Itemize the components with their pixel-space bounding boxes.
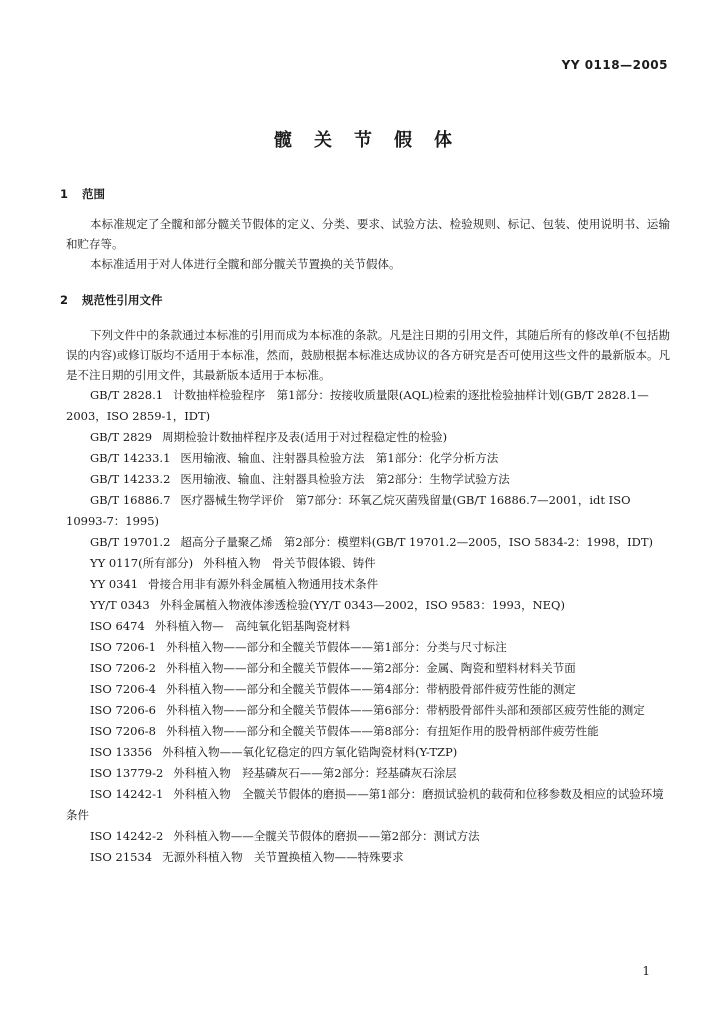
- reference-title: 无源外科植入物 关节置换植入物——特殊要求: [162, 850, 404, 864]
- reference-item: [66, 658, 670, 679]
- reference-title: 超高分子量聚乙烯 第2部分：模塑料(GB/T 19701.2—2005，ISO 5834-2：1998，IDT): [180, 535, 654, 549]
- reference-code: GB/T 14233.2: [90, 472, 171, 486]
- reference-title: 外科植入物——部分和全髋关节假体——第8部分：有扭矩作用的股骨柄部件疲劳性能: [165, 724, 599, 738]
- reference-item: [66, 700, 670, 721]
- reference-title: 外科植入物——全髋关节假体的磨损——第2部分：测试方法: [173, 829, 480, 843]
- reference-code: ISO 7206-8: [90, 724, 156, 738]
- reference-code: ISO 13779-2: [90, 766, 164, 780]
- reference-item: [66, 448, 670, 469]
- reference-item: [66, 637, 670, 658]
- reference-item: [66, 469, 670, 490]
- reference-item: [66, 679, 670, 700]
- reference-item: [66, 553, 670, 574]
- reference-title: 外科植入物 全髋关节假体的磨损——第1部分：磨损试验机的载荷和位移参数及相应的试验环境条件: [66, 787, 664, 822]
- normative-intro-paragraph: 下列文件中的条款通过本标准的引用而成为本标准的条款。凡是注日期的引用文件，其随后所有的修改单(不包括勘误的内容)或修订版均不适用于本标准，然而，鼓励根据本标准达成协议的各方研究是否可使用这些文件的最新版本。凡是不注日期的引用文件，其最新版本适用于本标准。: [66, 328, 670, 382]
- reference-title: 医用输液、输血、注射器具检验方法 第2部分：生物学试验方法: [180, 472, 510, 486]
- document-body: [60, 184, 670, 868]
- section-title: 范围: [82, 187, 106, 201]
- reference-code: ISO 7206-6: [90, 703, 156, 717]
- reference-item: [66, 847, 670, 868]
- reference-code: ISO 21534: [90, 850, 153, 864]
- section-number: 1: [60, 187, 69, 201]
- reference-title: 骨接合用非有源外科金属植入物通用技术条件: [148, 577, 379, 591]
- reference-code: ISO 7206-1: [90, 640, 156, 654]
- reference-code: YY 0117(所有部分): [90, 556, 194, 570]
- scope-paragraph: 本标准规定了全髋和部分髋关节假体的定义、分类、要求、试验方法、检验规则、标记、包装、使用说明书、运输和贮存等。: [66, 217, 670, 251]
- reference-item: [66, 385, 670, 427]
- section-number: 2: [60, 293, 69, 307]
- reference-item: [66, 826, 670, 847]
- reference-code: YY 0341: [90, 577, 139, 591]
- reference-title: 外科植入物——部分和全髋关节假体——第1部分：分类与尺寸标注: [165, 640, 507, 654]
- reference-title: 计数抽样检验程序 第1部分：按接收质量限(AQL)检索的逐批检验抽样计划(GB/T 2828.1—2003，ISO 2859-1，IDT): [66, 388, 649, 423]
- reference-code: GB/T 2829: [90, 430, 153, 444]
- reference-list: [66, 385, 670, 868]
- scope-paragraph: 本标准适用于对人体进行全髋和部分髋关节置换的关节假体。: [90, 257, 401, 271]
- reference-code: ISO 6474: [90, 619, 145, 633]
- reference-title: 外科植入物——氧化钇稳定的四方氧化锆陶瓷材料(Y-TZP): [162, 745, 458, 759]
- reference-item: [66, 532, 670, 553]
- reference-code: ISO 14242-1: [90, 787, 164, 801]
- reference-code: GB/T 2828.1: [90, 388, 164, 402]
- reference-code: GB/T 16886.7: [90, 493, 171, 507]
- reference-code: ISO 13356: [90, 745, 153, 759]
- reference-title: 周期检验计数抽样程序及表(适用于对过程稳定性的检验): [162, 430, 448, 444]
- reference-code: YY/T 0343: [90, 598, 150, 612]
- reference-title: 外科植入物— 高纯氧化铝基陶瓷材料: [154, 619, 351, 633]
- reference-title: 外科植入物——部分和全髋关节假体——第2部分：金属、陶瓷和塑料材料关节面: [165, 661, 576, 675]
- reference-title: 医疗器械生物学评价 第7部分：环氧乙烷灭菌残留量(GB/T 16886.7—2001，idt ISO 10993-7：1995): [66, 493, 631, 528]
- standard-number: YY 0118—2005: [561, 58, 668, 72]
- reference-item: [66, 574, 670, 595]
- reference-title: 外科植入物——部分和全髋关节假体——第4部分：带柄股骨部件疲劳性能的测定: [165, 682, 576, 696]
- reference-item: [66, 784, 670, 826]
- section-1-heading: [60, 184, 670, 204]
- reference-title: 医用输液、输血、注射器具检验方法 第1部分：化学分析方法: [180, 451, 499, 465]
- reference-code: GB/T 19701.2: [90, 535, 171, 549]
- reference-title: 外科植入物——部分和全髋关节假体——第6部分：带柄股骨部件头部和颈部区疲劳性能的测定: [165, 703, 645, 717]
- reference-item: [66, 595, 670, 616]
- reference-code: ISO 7206-4: [90, 682, 156, 696]
- document-title: 髋关节假体: [274, 130, 474, 151]
- reference-code: GB/T 14233.1: [90, 451, 171, 465]
- reference-item: [66, 721, 670, 742]
- reference-code: ISO 14242-2: [90, 829, 164, 843]
- reference-title: 外科植入物 骨关节假体锻、铸件: [203, 556, 376, 570]
- section-title: 规范性引用文件: [82, 293, 163, 307]
- reference-item: [66, 742, 670, 763]
- page-number: 1: [642, 964, 650, 978]
- reference-title: 外科金属植入物液体渗透检验(YY/T 0343—2002，ISO 9583：1993，NEQ): [159, 598, 565, 612]
- reference-code: ISO 7206-2: [90, 661, 156, 675]
- reference-item: [66, 616, 670, 637]
- reference-item: [66, 427, 670, 448]
- reference-item: [66, 490, 670, 532]
- reference-item: [66, 763, 670, 784]
- reference-title: 外科植入物 羟基磷灰石——第2部分：羟基磷灰石涂层: [173, 766, 457, 780]
- section-2-heading: [60, 290, 670, 310]
